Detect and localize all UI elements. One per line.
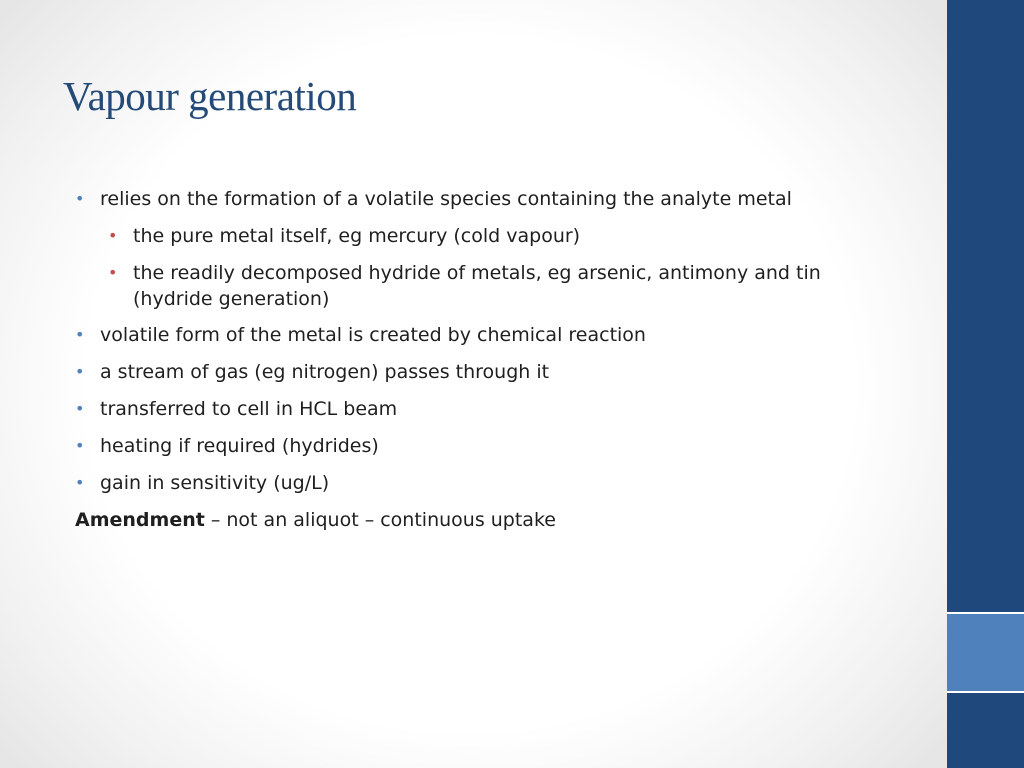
sub-bullet-dot-icon: • bbox=[108, 226, 118, 245]
bullet-text: volatile form of the metal is created by chemical reaction bbox=[100, 324, 646, 346]
bullet-item bbox=[75, 359, 895, 385]
bullet-text: transferred to cell in HCL beam bbox=[100, 398, 398, 420]
bullet-item bbox=[75, 322, 895, 348]
bullet-item bbox=[75, 186, 895, 212]
sub-bullet-item bbox=[108, 260, 895, 312]
bullet-text: gain in sensitivity (ug/L) bbox=[100, 472, 330, 494]
bullet-text: relies on the formation of a volatile species containing the analyte metal bbox=[100, 188, 792, 210]
bullet-item bbox=[75, 433, 895, 459]
bullet-dot-icon: • bbox=[75, 362, 85, 381]
bullet-dot-icon: • bbox=[75, 399, 85, 418]
amendment-label: Amendment bbox=[75, 509, 205, 531]
bullet-dot-icon: • bbox=[75, 436, 85, 455]
sub-bullet-text: the pure metal itself, eg mercury (cold vapour) bbox=[133, 225, 581, 247]
amendment-line bbox=[75, 507, 895, 533]
sub-bullet-item bbox=[108, 223, 895, 249]
bullet-dot-icon: • bbox=[75, 189, 85, 208]
amendment-text: – not an aliquot – continuous uptake bbox=[204, 509, 556, 531]
sub-bullet-dot-icon: • bbox=[108, 263, 118, 282]
sub-bullet-text: the readily decomposed hydride of metals, eg arsenic, antimony and tin (hydride generation) bbox=[133, 262, 821, 310]
bullet-text: heating if required (hydrides) bbox=[100, 435, 379, 457]
sidebar-divider bbox=[947, 691, 1024, 693]
bullet-item bbox=[75, 396, 895, 422]
slide-title: Vapour generation bbox=[63, 73, 357, 119]
sidebar-accent-block bbox=[947, 614, 1024, 691]
slide-body bbox=[75, 186, 895, 533]
bullet-dot-icon: • bbox=[75, 473, 85, 492]
bullet-text: a stream of gas (eg nitrogen) passes through it bbox=[100, 361, 550, 383]
bullet-item bbox=[75, 470, 895, 496]
bullet-dot-icon: • bbox=[75, 325, 85, 344]
